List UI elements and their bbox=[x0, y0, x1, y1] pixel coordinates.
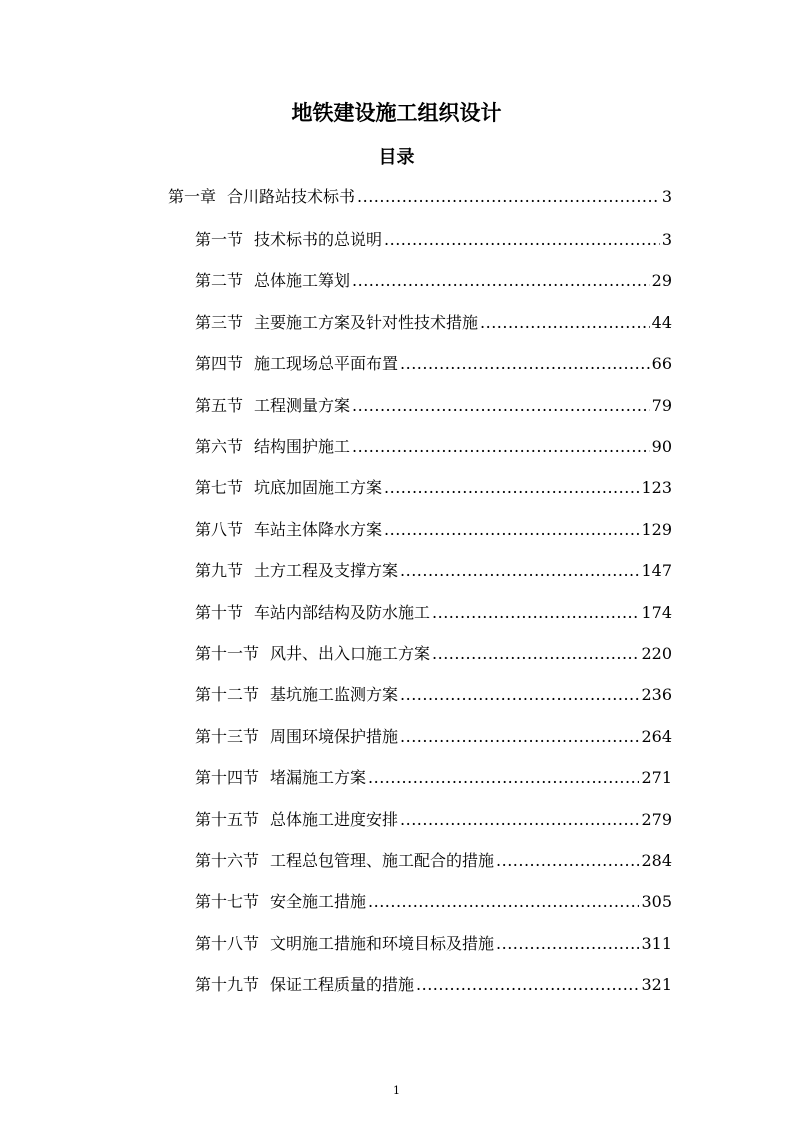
toc-leader-dots bbox=[368, 890, 639, 914]
toc-entry-page: 3 bbox=[661, 187, 672, 206]
toc-entry-page: 264 bbox=[641, 727, 672, 746]
toc-entry-label: 主要施工方案及针对性技术措施 bbox=[254, 313, 479, 332]
toc-leader-dots bbox=[400, 683, 639, 707]
toc-entry-page: 90 bbox=[651, 437, 672, 456]
toc-entry-section[interactable] bbox=[195, 559, 672, 583]
toc-entry-page: 271 bbox=[641, 768, 672, 787]
toc-entry-label: 总体施工进度安排 bbox=[270, 810, 399, 829]
toc-entry-page: 66 bbox=[651, 354, 672, 373]
page-footer-number: 1 bbox=[393, 1084, 400, 1097]
toc-leader-dots bbox=[496, 932, 639, 956]
toc-entry-page: 123 bbox=[641, 478, 672, 497]
toc-leader-dots bbox=[352, 269, 650, 293]
toc-leader-dots bbox=[400, 725, 639, 749]
toc-entry-section[interactable] bbox=[195, 973, 672, 997]
toc-entry-number: 第十五节 bbox=[195, 810, 260, 829]
toc-heading: 目录 bbox=[378, 147, 415, 168]
toc-leader-dots bbox=[400, 808, 639, 832]
toc-entry-section[interactable] bbox=[195, 352, 672, 376]
toc-entry-page: 174 bbox=[641, 603, 672, 622]
toc-entry-page: 79 bbox=[651, 396, 672, 415]
toc-entry-section[interactable] bbox=[195, 766, 672, 790]
toc-entry-label: 保证工程质量的措施 bbox=[270, 975, 415, 994]
toc-leader-dots bbox=[432, 642, 639, 666]
toc-entry-label: 工程总包管理、施工配合的措施 bbox=[270, 851, 495, 870]
toc-entry-number: 第四节 bbox=[195, 354, 244, 373]
toc-entry-section[interactable] bbox=[195, 476, 672, 500]
toc-entry-label: 施工现场总平面布置 bbox=[254, 354, 399, 373]
toc-entry-page: 129 bbox=[641, 520, 672, 539]
toc-leader-dots bbox=[352, 435, 650, 459]
toc-leader-dots bbox=[416, 973, 639, 997]
toc-leader-dots bbox=[432, 601, 639, 625]
toc-entry-label: 技术标书的总说明 bbox=[254, 230, 383, 249]
toc-leader-dots bbox=[496, 849, 639, 873]
toc-entry-section[interactable] bbox=[195, 725, 672, 749]
toc-entry-label: 工程测量方案 bbox=[254, 396, 351, 415]
toc-entry-number: 第十一节 bbox=[195, 644, 260, 663]
toc-entry-number: 第十六节 bbox=[195, 851, 260, 870]
document-title: 地铁建设施工组织设计 bbox=[291, 101, 502, 125]
toc-entry-number: 第三节 bbox=[195, 313, 244, 332]
toc-entry-label: 土方工程及支撑方案 bbox=[254, 561, 399, 580]
toc-entry-label: 堵漏施工方案 bbox=[270, 768, 367, 787]
toc-entry-number: 第六节 bbox=[195, 437, 244, 456]
toc-entry-page: 147 bbox=[641, 561, 672, 580]
toc-entry-section[interactable] bbox=[195, 808, 672, 832]
toc-entry-label: 基坑施工监测方案 bbox=[270, 685, 399, 704]
toc-entry-number: 第七节 bbox=[195, 478, 244, 497]
toc-entry-label: 车站主体降水方案 bbox=[254, 520, 383, 539]
toc-leader-dots bbox=[384, 476, 639, 500]
toc-entry-number: 第九节 bbox=[195, 561, 244, 580]
toc-entry-label: 周围环境保护措施 bbox=[270, 727, 399, 746]
toc-entry-page: 29 bbox=[651, 271, 672, 290]
toc-entry-page: 305 bbox=[641, 892, 672, 911]
toc-entry-chapter[interactable] bbox=[168, 185, 672, 209]
toc-entry-section[interactable] bbox=[195, 642, 672, 666]
toc-entry-label: 安全施工措施 bbox=[270, 892, 367, 911]
toc-entry-page: 279 bbox=[641, 810, 672, 829]
toc-leader-dots bbox=[480, 311, 650, 335]
toc-entry-page: 236 bbox=[641, 685, 672, 704]
toc-entry-number: 第十九节 bbox=[195, 975, 260, 994]
toc-entry-section[interactable] bbox=[195, 311, 672, 335]
toc-entry-number: 第一章 bbox=[168, 187, 217, 206]
toc-entry-page: 220 bbox=[641, 644, 672, 663]
toc-entry-page: 321 bbox=[641, 975, 672, 994]
toc-entry-number: 第二节 bbox=[195, 271, 244, 290]
toc-entry-number: 第十四节 bbox=[195, 768, 260, 787]
toc-entry-number: 第十二节 bbox=[195, 685, 260, 704]
toc-leader-dots bbox=[368, 766, 639, 790]
toc-leader-dots bbox=[357, 185, 660, 209]
toc-entry-label: 车站内部结构及防水施工 bbox=[254, 603, 431, 622]
toc-entry-section[interactable] bbox=[195, 932, 672, 956]
toc-leader-dots bbox=[400, 352, 650, 376]
toc-leader-dots bbox=[384, 518, 639, 542]
toc-entry-number: 第十七节 bbox=[195, 892, 260, 911]
toc-entry-section[interactable] bbox=[195, 269, 672, 293]
toc-entry-section[interactable] bbox=[195, 890, 672, 914]
toc-entry-label: 结构围护施工 bbox=[254, 437, 351, 456]
toc-entry-label: 总体施工筹划 bbox=[254, 271, 351, 290]
toc-entry-section[interactable] bbox=[195, 601, 672, 625]
toc-entry-page: 44 bbox=[651, 313, 672, 332]
toc-entry-page: 284 bbox=[641, 851, 672, 870]
toc-entry-number: 第五节 bbox=[195, 396, 244, 415]
toc-entry-section[interactable] bbox=[195, 849, 672, 873]
toc-entry-label: 文明施工措施和环境目标及措施 bbox=[270, 934, 495, 953]
toc-entry-label: 合川路站技术标书 bbox=[227, 187, 356, 206]
toc-leader-dots bbox=[400, 559, 639, 583]
toc-leader-dots bbox=[384, 228, 660, 252]
toc-entry-label: 风井、出入口施工方案 bbox=[270, 644, 431, 663]
toc-entry-section[interactable] bbox=[195, 518, 672, 542]
toc-entry-number: 第一节 bbox=[195, 230, 244, 249]
toc-entry-number: 第十节 bbox=[195, 603, 244, 622]
toc-entry-label: 坑底加固施工方案 bbox=[254, 478, 383, 497]
toc-entry-section[interactable] bbox=[195, 394, 672, 418]
toc-entry-section[interactable] bbox=[195, 228, 672, 252]
toc-entry-number: 第八节 bbox=[195, 520, 244, 539]
toc-entry-page: 311 bbox=[641, 934, 672, 953]
toc-entry-section[interactable] bbox=[195, 683, 672, 707]
toc-entry-number: 第十八节 bbox=[195, 934, 260, 953]
toc-leader-dots bbox=[352, 394, 650, 418]
toc-entry-number: 第十三节 bbox=[195, 727, 260, 746]
toc-entry-page: 3 bbox=[661, 230, 672, 249]
toc-entry-section[interactable] bbox=[195, 435, 672, 459]
